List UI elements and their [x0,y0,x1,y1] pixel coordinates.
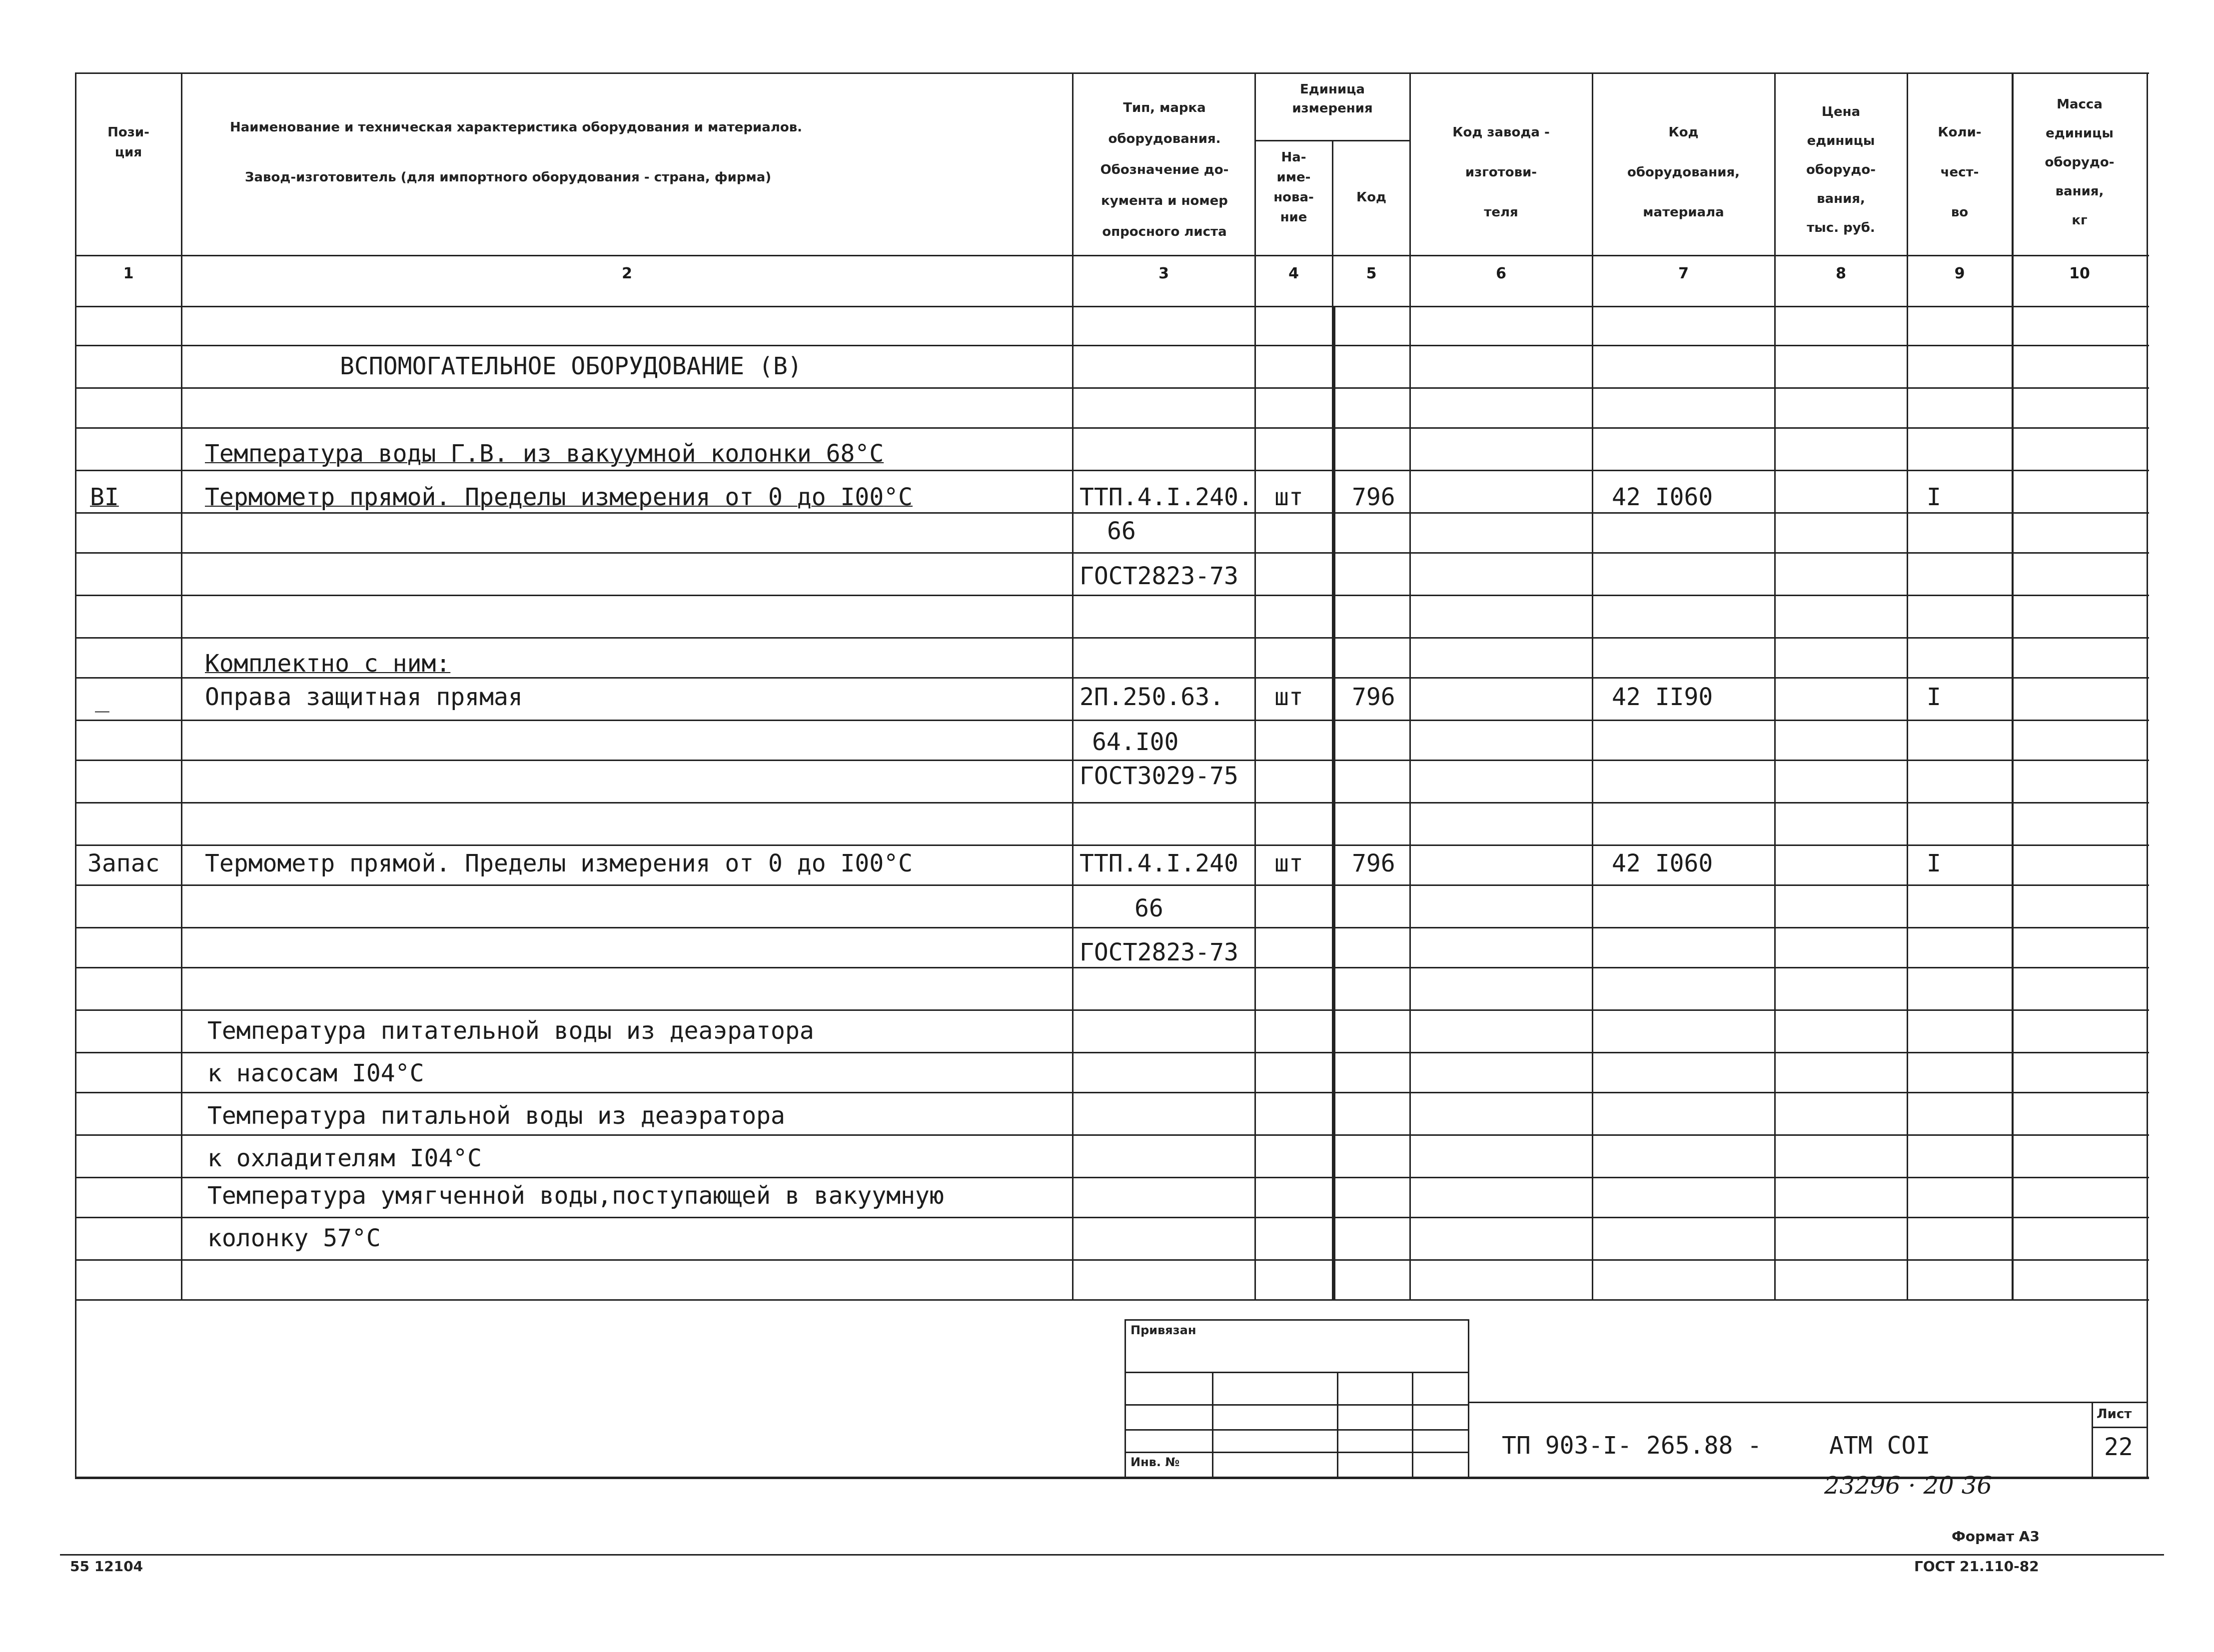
column-number-4: 4 [1288,265,1299,282]
column-number-10: 10 [2069,265,2090,282]
note-feedwater-coolers-1: Температура питальной воды из деаэратора [207,1102,785,1130]
stamp-privyazan: Привязан [1130,1323,1196,1337]
column-number-5: 5 [1366,265,1377,282]
header-equipment-code: Код оборудования, материала [1627,125,1740,220]
row-zapas-type-3: ГОСТ2823-73 [1080,938,1238,966]
row-bi-name: Термометр прямой. Пределы измерения от 0 до I00°С [205,483,913,511]
bottom-rule [60,1554,2164,1556]
row-zapas-unit-name: шт [1274,849,1303,877]
note-feedwater-pumps-1: Температура питательной воды из деаэратора [207,1017,814,1045]
column-number-9: 9 [1954,265,1965,282]
row-zapas-type-2: 66 [1134,894,1163,922]
row-zapas-position: Запас [87,849,160,877]
row-komplektno: Комплектно с ним: [205,650,451,678]
row-oprava-quantity: I [1927,683,1941,711]
header-mass: Масса единицы оборудо- вания, кг [2045,97,2115,228]
handwritten-number: 23296 · 20 36 [1824,1472,1992,1500]
header-manufacturer-code: Код завода - изготови- теля [1452,125,1550,220]
header-quantity: Коли- чест- во [1938,125,1982,220]
header-name-line2: Завод-изготовитель (для импортного оборудования - страна, фирма) [245,170,772,185]
row-oprava-equipment-code: 42 II90 [1612,683,1713,711]
column-number-1: 1 [123,265,134,282]
header-unit-group: Единица измерения [1292,82,1373,116]
column-number-3: 3 [1158,265,1169,282]
section-title: ВСПОМОГАТЕЛЬНОЕ ОБОРУДОВАНИЕ (В) [340,352,802,380]
column-number-7: 7 [1678,265,1689,282]
row-water-temp: Температура воды Г.В. из вакуумной колонки 68°С [205,440,884,468]
note-feedwater-pumps-2: к насосам I04°С [207,1059,424,1087]
column-number-8: 8 [1836,265,1846,282]
row-oprava-position: _ [95,685,109,713]
note-feedwater-coolers-2: к охладителям I04°С [207,1144,482,1172]
row-bi-type-2: 66 [1107,517,1136,545]
header-price: Цена единицы оборудо- вания, тыс. руб. [1806,104,1876,235]
header-position: Пози- ция [107,125,149,160]
row-bi-unit-name: шт [1274,483,1303,511]
column-number-2: 2 [622,265,632,282]
sheet-label: Лист [2097,1407,2132,1422]
row-zapas-quantity: I [1927,849,1941,877]
row-oprava-unit-code: 796 [1352,683,1395,711]
row-oprava-type-1: 2П.250.63. [1080,683,1224,711]
row-zapas-equipment-code: 42 I060 [1612,849,1713,877]
row-oprava-type-3: ГОСТ3029-75 [1080,762,1238,790]
row-bi-equipment-code: 42 I060 [1612,483,1713,511]
row-bi-unit-code: 796 [1352,483,1395,511]
row-oprava-name: Оправа защитная прямая [205,683,523,711]
row-bi-quantity: I [1927,483,1941,511]
bottom-left-code: 55 12104 [70,1558,143,1575]
document-code: ТП 903-I- 265.88 - [1502,1432,1762,1460]
header-name-line1: Наименование и техническая характеристика оборудования и материалов. [230,120,803,135]
row-zapas-name: Термометр прямой. Пределы измерения от 0 до I00°С [205,849,913,877]
format-label: Формат А3 [1952,1528,2040,1545]
column-number-6: 6 [1496,265,1506,282]
row-oprava-unit-name: шт [1274,683,1303,711]
sheet-number: 22 [2104,1433,2133,1461]
gost-label: ГОСТ 21.110-82 [1914,1558,2039,1575]
row-bi-type-3: ГОСТ2823-73 [1080,562,1238,590]
header-unit-code: Код [1356,190,1387,205]
row-zapas-type-1: ТТП.4.I.240 [1080,849,1238,877]
row-zapas-unit-code: 796 [1352,849,1395,877]
header-unit-name: На- име- нова- ние [1273,150,1314,225]
note-softened-water-2: колонку 57°С [207,1224,381,1252]
header-type: Тип, марка оборудования. Обозначение до- кумента и номер опросного листа [1100,100,1229,239]
stamp-inv-no: Инв. № [1130,1455,1180,1469]
document-suffix: АТМ COI [1829,1432,1931,1460]
row-bi-type-1: ТТП.4.I.240. [1080,483,1253,511]
row-oprava-type-2: 64.I00 [1092,728,1179,756]
note-softened-water-1: Температура умягченной воды,поступающей в вакуумную [207,1182,944,1210]
row-bi-position: BI [90,483,119,511]
